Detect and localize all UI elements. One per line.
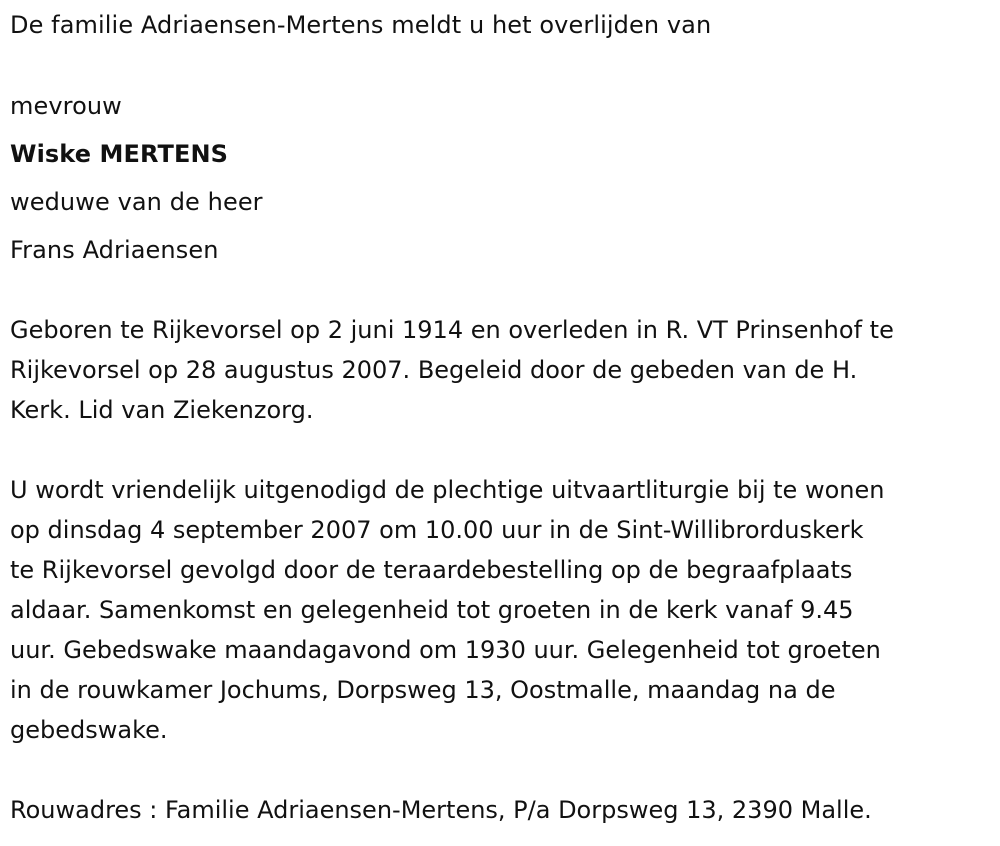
paragraph-line: U wordt vriendelijk uitgenodigd de plechtige uitvaartliturgie bij te wonen [10,476,885,504]
paragraph-line: uur. Gebedswake maandagavond om 1930 uur. Gelegenheid tot groeten [10,636,881,664]
relation-text: weduwe van de heer [10,188,263,216]
paragraph-line: op dinsdag 4 september 2007 om 10.00 uur in de Sint-Willibrorduskerk [10,516,864,544]
spouse-name: Frans Adriaensen [10,236,219,264]
paragraph-line: te Rijkevorsel gevolgd door de teraardebestelling op de begraafplaats [10,556,853,584]
paragraph-line: aldaar. Samenkomst en gelegenheid tot groeten in de kerk vanaf 9.45 [10,596,854,624]
funeral-paragraph [10,470,995,750]
address-paragraph [10,790,995,830]
deceased-name: Wiske MERTENS [10,140,229,168]
paragraph-line: Geboren te Rijkevorsel op 2 juni 1914 en overleden in R. VT Prinsenhof te [10,316,894,344]
paragraph-line: gebedswake. [10,716,168,744]
intro-text: De familie Adriaensen-Mertens meldt u het overlijden van [10,11,712,39]
title-prefix: mevrouw [10,92,122,120]
birth-death-paragraph [10,310,995,430]
paragraph-line: Rijkevorsel op 28 augustus 2007. Begeleid door de gebeden van de H. [10,356,858,384]
mourning-address: Rouwadres : Familie Adriaensen-Mertens, P/a Dorpsweg 13, 2390 Malle. [10,796,872,824]
paragraph-line: in de rouwkamer Jochums, Dorpsweg 13, Oostmalle, maandag na de [10,676,836,704]
paragraph-line: Kerk. Lid van Ziekenzorg. [10,396,314,424]
